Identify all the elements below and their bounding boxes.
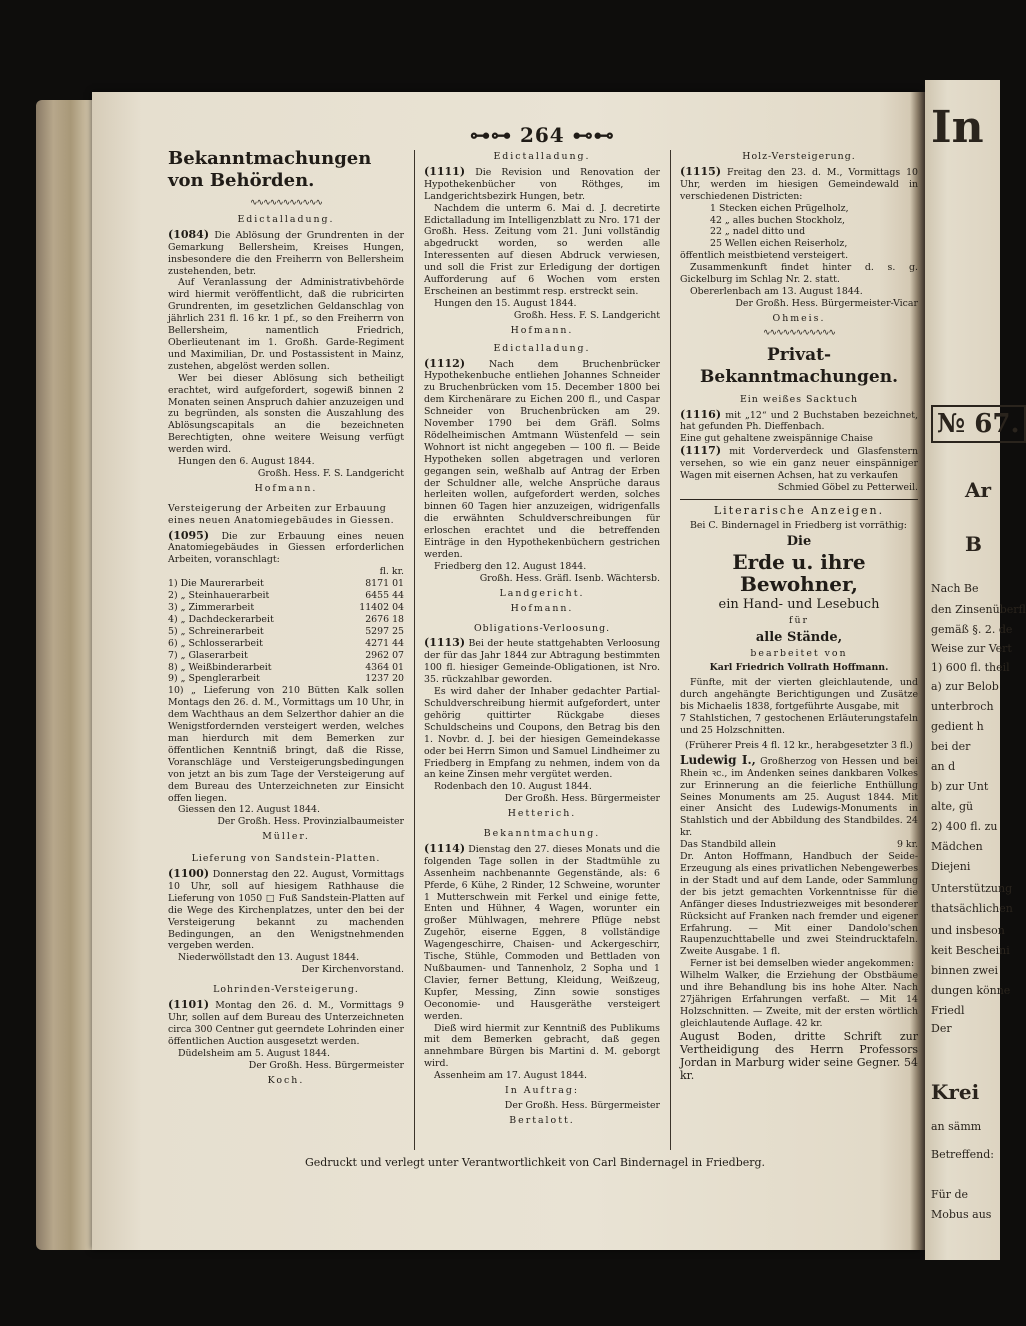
next-page-line: a) zur Belob <box>931 680 999 693</box>
notice-signature-name: Hofmann. <box>510 324 574 336</box>
next-page-line: thatsächlichen <box>931 902 1013 915</box>
notice-1111: (1111) Die Revision und Renovation der Hypothekenbücher von Röthges, im Landgerichtsbezirk Hungen, betr. <box>424 164 660 202</box>
ad-boden: August Boden, dritte Schrift zur Vertheidigung des Herrn Professors Jordan in Marburg wider seine Gegner. 54 kr. <box>680 1029 919 1082</box>
book-description: 7 Stahlstichen, 7 gestochenen Erläuterungstafeln und 25 Holzschnitten. <box>680 713 918 736</box>
next-page-line: dungen könne <box>931 984 1011 997</box>
notice-1117: (1117) mit Vorderverdeck und Glasfenstern versehen, so wie ein ganz neuer einspänniger Wagen mit eisernen Achsen, hat zu verkaufen <box>680 444 919 482</box>
section-title: Obligations-Verloosung. <box>473 622 611 634</box>
cost-row: 8) „ Weißbinderarbeit 4364 01 <box>168 661 404 673</box>
notice-signature: Der Großh. Hess. Bürgermeister-Vicar <box>735 297 918 309</box>
list-item: 1 Stecken eichen Prügelholz, <box>710 202 849 214</box>
notice-text: Dieß wird hiermit zur Kenntniß des Publikums mit dem Bemerken gebracht, daß gegen annehmbare Bürgen bis Martini d. M. geborgt wird. <box>424 1022 660 1070</box>
section-title: Holz-Versteigerung. <box>742 151 856 162</box>
cost-row: 3) „ Zimmerarbeit 11402 04 <box>168 602 404 613</box>
next-page-line: Diejeni <box>931 860 971 873</box>
ornament-divider: ∿∿∿∿∿∿∿∿∿∿∿ <box>250 198 322 208</box>
ad-walker: Wilhelm Walker, die Erziehung der Obstbäume und ihre Behandlung bis ins hohe Alter. Nach 27jährigen Erfahrungen verfaßt. — Mit 14 Holzschnitten. — Zweite, mit der ersten wörtlich gleichlautende Auflage. 42 kr. <box>680 970 918 1029</box>
notice-signature: Der Großh. Hess. Provinzialbaumeister <box>217 816 404 828</box>
notice-text: Auf Veranlassung der Administrativbehörde wird hiermit veröffentlicht, daß die rubricirten Grundrenten, im gesetzlichen Geldanschlag von jährlich 231 fl. 16 kr. 1 pf., so den Freiherrn von Bellersheim, namentlich Friedrich, Oberlieutenant im 1. Großh. Garde-Regiment und Maximilian, Dr. und Postassistent in Mainz, zustehen, abgelöst werden sollen. <box>168 277 404 372</box>
notice-text: öffentlich meistbietend versteigert. <box>680 250 849 262</box>
cost-row: 1) Die Maurerarbeit 8171 01 <box>168 578 404 590</box>
notice-signature-name: Hofmann. <box>254 482 318 494</box>
next-page-line: den Zinsenüberfl <box>931 603 1026 616</box>
cost-row: 5) „ Schreinerarbeit 5297 25 <box>168 625 404 637</box>
notice-signature: Der Großh. Hess. Bürgermeister <box>504 1099 660 1111</box>
cost-row: 9) „ Spenglerarbeit 1237 20 <box>168 673 404 685</box>
notice-place-date: Obererlenbach am 13. August 1844. <box>690 285 863 297</box>
notice-signature-name: Koch. <box>267 1074 305 1086</box>
notice-place-date: Hungen den 15. August 1844. <box>434 297 577 309</box>
notice-1101: (1101) Montag den 26. d. M., Vormittags 9 Uhr, sollen auf dem Bureau des Unterzeichneten circa 300 Centner gut geerndete Lohrinden einer öffentlichen Auction ausgesetzt werden. <box>168 998 404 1047</box>
notice-signature-name: Müller. <box>262 831 310 843</box>
column-2 <box>424 148 660 1130</box>
notice-text: Zusammenkunft findet hinter d. s. g. Gickelburg im Schlag Nr. 2. statt. <box>680 262 918 286</box>
cost-row: 2) „ Steinhauerarbeit 6455 44 <box>168 590 404 602</box>
next-page-line: und insbeson <box>931 924 1005 937</box>
page-footer: Gedruckt und verlegt unter Verantwortlichkeit von Carl Bindernagel in Friedberg. <box>304 1156 766 1169</box>
notice-signature: Großh. Hess. F. S. Landgericht <box>513 309 660 321</box>
notice-1115: (1115) Freitag den 23. d. M., Vormittags 10 Uhr, werden im hiesigen Gemeindewald in verschiedenen Districten: <box>680 164 918 202</box>
notice-place-date: Düdelsheim am 5. August 1844. <box>178 1047 330 1059</box>
next-page-line: Nach Be <box>931 582 979 595</box>
cost-column-header: fl. kr. <box>379 566 404 578</box>
notice-1116: (1116) mit „12“ und 2 Buchstaben bezeichnet, hat gefunden Ph. Dieffenbach. <box>680 407 918 433</box>
notice-signature: Der Kirchenvorstand. <box>301 964 404 976</box>
section-title: Edictalladung. <box>237 213 335 225</box>
list-item: 25 Wellen eichen Reiserholz, <box>710 238 848 250</box>
book-fuer: für <box>789 614 809 626</box>
notice-signature: Der Großh. Hess. Bürgermeister <box>504 793 660 805</box>
section-title: Edictalladung. <box>493 342 591 354</box>
next-page-line: B <box>965 532 982 556</box>
next-page-line: an sämm <box>931 1120 982 1133</box>
next-page-line: an d <box>931 760 956 773</box>
notice-1113: (1113) Bei der heute stattgehabten Verloosung der für das Jahr 1844 zur Abtragung bestimmten 100 fl. hiesiger Gemeinde-Obligationen, ist Nro. 35. rückzahlbar geworden. <box>424 636 660 686</box>
notice-signature: Der Großh. Hess. Bürgermeister <box>248 1059 404 1071</box>
wood-list <box>680 203 918 251</box>
ornament-divider: ∿∿∿∿∿∿∿∿∿∿∿ <box>763 327 835 338</box>
next-page-line: 2) 400 fl. zu <box>931 820 998 833</box>
next-page-line: Ar <box>965 478 992 502</box>
notice-text: Nachdem die unterm 6. Mai d. J. decretirte Edictalladung im Intelligenzblatt zu Nro. 171 der Großh. Hess. Zeitung vom 21. Juni vollständig abgedruckt worden, so werden alle Interessenten auf diesen Abdruck verwiesen, und soll die Frist zur Erledigung der dortigen Aufforderung auf 6 Wochen vom ersten Erscheinen an bestimmt resp. erstreckt sein. <box>424 202 660 297</box>
book-description: Fünfte, mit der vierten gleichlautende, und durch angehängte Berichtigungen und Zusätze bis Michaelis 1838, fortgeführte Ausgabe, mit <box>680 677 918 713</box>
column-rule-2 <box>670 150 671 1150</box>
next-page-line: gedient h <box>931 720 984 733</box>
notice-1114: (1114) Dienstag den 27. dieses Monats und die folgenden Tage sollen in der Stadtmühle zu Assenheim nachbenannte Gegenstände, als: 6 Pferde, 6 Kühe, 2 Rinder, 12 Schweine, worunter 1 Mutterschwein mit Ferkel und einige fette, Enten und Hühner, 4 Wagen, worunter ein großer Mühlwagen, mehrere Pflüge nebst Zugehör, eiserne Eggen, 8 vollständige Wagengeschirre, Chaisen- und Ackergeschirr, Tische, Stühle, Commoden und Bettladen von Nußbaumen- und Tannenholz, 2 Sopha und 1 Clavier, ferner Bettung, Kleidung, Weißzeug, Kupfer, Messing, Zinn sowie sonstiges Oeconomie- und Hausgeräthe versteigert werden. <box>424 841 660 1022</box>
notice-signature-name: Hofmann. <box>510 602 574 614</box>
section-title: Bekanntmachung. <box>483 828 601 840</box>
notice-1100: (1100) Donnerstag den 22. August, Vormittags 10 Uhr, soll auf hiesigem Rathhause die Lieferung von 1050 □ Fuß Sandstein-Platten auf die Wege des Kirchenplatzes, unter den bei der Versteigerung bekannt zu machenden Bedingungen, an den Wenigstnehmenden vergeben werden. <box>168 867 405 952</box>
notice-signature-name: Bertalott. <box>509 1114 575 1126</box>
next-page-strip <box>925 80 1026 1260</box>
next-page-line: keit Bescheini <box>931 944 1010 957</box>
notice-text: Wer bei dieser Ablösung sich betheiligt erachtet, wird aufgefordert, sogewiß binnen 2 Monaten seinen Anspruch dahier anzuzeigen und zu begründen, als sonsten die Auszahlung des Ablösungscapitals an die bezeichneten Berechtigten, ohne weitere Weisung verfügt werden wird. <box>168 372 404 456</box>
next-page-line: Friedl <box>931 1004 965 1017</box>
cost-row: 7) „ Glaserarbeit 2962 07 <box>168 649 404 661</box>
book-title: Erde u. ihre Bewohner, <box>732 549 866 596</box>
next-page-line: b) zur Unt <box>931 780 989 793</box>
notice-text: Es wird daher der Inhaber gedachter Partial-Schuldverschreibung hiermit aufgefordert, unter gehörig quittirter Rückgabe dieses Schuldscheins und Coupons, den Betrag bis den 1. Novbr. d. J. bei der hiesigen Gemeindekasse oder bei Herrn Simon und Samuel Lindheimer zu Friedberg in Empfang zu nehmen, indem von da an keine Zinsen mehr vergütet werden. <box>424 686 660 781</box>
notice-place-date: Friedberg den 12. August 1844. <box>434 560 587 572</box>
section-title: Lieferung von Sandstein-Platten. <box>191 853 381 865</box>
private-notices-heading: Privat-Bekanntmachungen. <box>700 344 898 387</box>
notice-signature-name: Hetterich. <box>507 808 577 820</box>
notice-place-date: Assenheim am 17. August 1844. <box>434 1070 588 1082</box>
next-page-line: binnen zwei <box>931 964 999 977</box>
ad-ludewig: Ludewig I., Großherzog von Hessen und bei Rhein ꝛc., im Andenken seines dankbaren Volkes zur Erinnerung an die feierliche Enthüllung Seines Monuments am 25. August 1844. Mit einer Ansicht des Ludewigs-Monuments in Stahlstich und der Abbildung des Standbildes. 24 kr. <box>680 752 918 839</box>
next-page-line: gemäß §. 2. de <box>931 623 1013 636</box>
book-price: (Früherer Preis 4 fl. 12 kr., herabgesetzter 3 fl.) <box>685 739 913 751</box>
section-title: Lohrinden-Versteigerung. <box>213 984 359 996</box>
next-page-line: Unterstützung <box>931 882 1013 895</box>
next-page-line: Weise zur Vert <box>931 642 1012 655</box>
ad-hoffmann: Dr. Anton Hoffmann, Handbuch der Seide-Erzeugung als eines privatlichen Nebengewerbes in der Stadt und auf dem Lande, oder Sammlung der bis jetzt gemachten Vorkenntnisse für die Anfänger dieses Industriezweiges mit besonderer Rücksicht auf Franken nach fremder und eigener Erfahrung. — Mit einer Dandolo'schen Raupenzuchttabelle und zwei Steindrucktafeln. Zweite Ausgabe. 1 fl. <box>680 851 918 958</box>
notice-1112: (1112) Nach dem Bruchenbrücker Hypothekenbuche entliehen Johannes Schneider zu Bruchenbrücken vom 15. December 1800 bei dem Kirchenärare zu Eichen 200 fl., und Caspar Schneider von Bruchenbrücken am 29. November 1790 bei dem Gräfl. Solms Rödelheimischen Amtmann Wüstenfeld — sein Wohnort ist nicht angegeben — 100 fl. — Beide Hypotheken sollen abgetragen und verloren gegangen sein, weßhalb auf Antrag der Erben der Schuldner alle, welche Ansprüche daraus herleiten wollen, aufgefordert werden, solches binnen 60 Tagen hier anzuzeigen, widrigenfalls die erwähnten Schuldverschreibungen für erloschen erachtet und die betreffenden Einträge in den Hypothekenbüchern gestrichen werden. <box>424 356 661 560</box>
book-audience: alle Stände, <box>755 629 843 645</box>
next-page-line: unterbroch <box>931 700 994 713</box>
literary-notices-heading: Literarische Anzeigen. <box>713 503 885 517</box>
official-notices-heading: Bekanntmachungen von Behörden. <box>168 148 372 191</box>
list-item: 42 „ alles buchen Stockholz, <box>710 214 845 226</box>
notice-place-date: Niederwöllstadt den 13. August 1844. <box>178 952 360 964</box>
book-author: Karl Friedrich Vollrath Hoffmann. <box>709 662 889 674</box>
notice-1084: (1084) Die Ablösung der Grundrenten in der Gemarkung Bellersheim, Kreises Hungen, insbesondere die den Freiherrn von Bellersheim zustehenden, betr. <box>168 227 404 277</box>
next-page-line: 1) 600 fl. theil <box>931 661 1010 674</box>
page-number: ⊶⊶ 264 ⊷⊷ <box>470 123 615 147</box>
ad-price-row: Das Standbild allein 9 kr. <box>680 839 918 851</box>
notice-signature-name: Ohmeis. <box>772 312 826 324</box>
notice-signature: In Auftrag: <box>505 1085 579 1097</box>
notice-place-date: Rodenbach den 10. August 1844. <box>434 781 592 793</box>
divider-line <box>680 499 918 500</box>
cost-row: 6) „ Schlosserarbeit 4271 44 <box>168 637 404 649</box>
notice-text: 10) „ Lieferung von 210 Bütten Kalk sollen Montags den 26. d. M., Vormittags um 10 Uhr, in dem Wachthaus an dem Selzerthor dahier an die Wenigstfordernden versteigert werden, welches man hierdurch mit dem Bemerken zur öffentlichen Kenntniß bringt, daß die Risse, Voranschläge und Versteigerungsbedingungen von jetzt an bis zum Tage der Versteigerung auf dem Bureau des Unterzeichneten zur Einsicht offen liegen. <box>168 685 404 804</box>
next-page-line: alte, gü <box>931 800 974 813</box>
next-page-title: In <box>931 102 984 153</box>
next-page-line: Mädchen <box>931 840 983 853</box>
section-title: Edictalladung. <box>493 151 591 162</box>
notice-place-date: Hungen den 6. August 1844. <box>178 456 315 468</box>
next-page-line: Krei <box>931 1080 980 1104</box>
notice-signature: Landgericht. <box>499 587 585 599</box>
column-rule-1 <box>414 150 415 1150</box>
book-page-edges <box>36 100 94 1250</box>
cost-list <box>168 578 404 685</box>
next-page-line: Der <box>931 1022 952 1035</box>
next-page-line: bei der <box>931 740 971 753</box>
next-page-line: Mobus aus <box>931 1208 992 1221</box>
notice-text: Ferner ist bei demselben wieder angekommen: <box>690 958 915 970</box>
notice-1095: (1095) Die zur Erbauung eines neuen Anatomiegebäudes in Giessen erforderlichen Arbeiten, voranschlagt: <box>168 528 404 566</box>
list-item: 22 „ nadel ditto und <box>710 226 806 238</box>
cost-row: 4) „ Dachdeckerarbeit 2676 18 <box>168 613 404 625</box>
notice-signature: Großh. Hess. Gräfl. Isenb. Wächtersb. <box>479 572 660 584</box>
column-3 <box>680 148 918 1082</box>
column-1 <box>168 148 404 1089</box>
next-page-line: Betreffend: <box>931 1148 994 1161</box>
notice-signature: Schmied Göbel zu Petterweil. <box>777 481 918 493</box>
notice-title: Eine gut gehaltene zweispännige Chaise <box>680 433 873 445</box>
section-title: Versteigerung der Arbeiten zur Erbauung eines neuen Anatomiegebäudes in Giessen. <box>168 502 395 526</box>
book-edited-by: bearbeitet von <box>750 647 848 659</box>
book-title-die: Die <box>786 533 812 549</box>
notice-place-date: Giessen den 12. August 1844. <box>178 804 320 816</box>
book-subtitle: ein Hand- und Lesebuch <box>718 596 880 612</box>
notice-title: Ein weißes Sacktuch <box>739 393 859 405</box>
next-page-line: Für de <box>931 1188 969 1201</box>
next-page-issue-number: № 67. <box>931 405 1026 443</box>
notice-signature: Großh. Hess. F. S. Landgericht <box>257 467 404 479</box>
notice-text: Bei C. Bindernagel in Friedberg ist vorräthig: <box>690 519 907 531</box>
